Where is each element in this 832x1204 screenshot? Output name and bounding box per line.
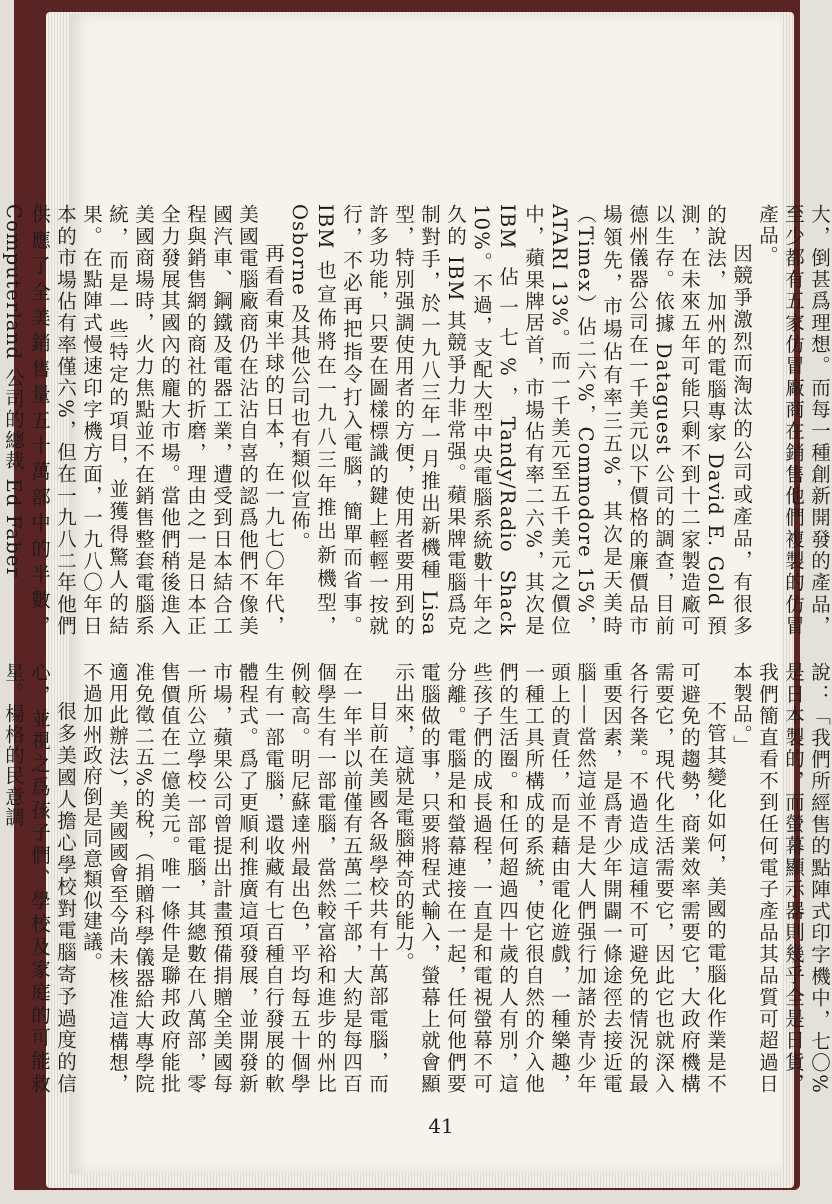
paragraph: 很多美國人擔心學校對電腦寄予過度的信心，並視之爲孩子們、學校及家庭的可能救星。楊格的民意調 xyxy=(2,662,77,1094)
paragraph: 目前在美國各級學校共有十萬部電腦，而在一年半以前僅有五萬二千部，大約是每四百個學生有一部電腦，當然較富裕和進步的州比例較高。明尼蘇達州最出色，平均每五十個學生有一部電腦，還收藏有七百種自行發展的軟體程式。爲了更順利推廣這項發展，並開發新市場，蘋果公司曾提出計畫預備捐贈全美國每一所公立學校一部電腦，其總數在八萬部，零售價值在二億美元。唯一條件是聯邦政府能批准免徵二五%的稅，（捐贈科學儀器給大專學院適用此辦法），美國國會至今尚未核准這構想，不過加州政府倒是同意類似建議。 xyxy=(80,662,389,1094)
upper-text-block xyxy=(2,204,832,636)
paragraph: 不管其變化如何，美國的電腦化作業是不可避免的趨勢，商業效率需要它，大政府機構需要它，現代化生活需要它，因此它也就深入各行各業。不過造成這種不可避免的情況的最重要因素，是爲青少年開闢一條途徑去接近電腦——當然這並不是大人們强行加諸於青少年頭上的責任，而是藉由電化遊戲，一種樂趣，一種工具所構成的系統，使它很自然的介入他們的生活圈。和任何超過四十歲的人有別，這些孩子們的成長過程，一直是和電視螢幕不可分離。電腦是和螢幕連接在一起，任何他們要電腦做的事，只要將程式輸入，螢幕上就會顯示出來，這就是電腦神奇的能力。 xyxy=(392,662,727,1094)
paragraph: 因競爭激烈而淘汰的公司或產品，有很多的說法，加州的電腦專家 David E. Gold 預測，在未來五年可能只剩不到十二家製造廠可以生存。依據 Dataguest 公司的調查，目前德州儀器公司在一千美元以下價格的廉價品市場領先，市場佔有率三五%，其次是天美時（Timex）佔二六%，Commodore 15%，ATARI 13%。而一千美元至五千美元之價位中，蘋果牌居首，市場佔有率二六%，其次是 IBM 佔一七%，Tandy/Radio Shack 10%。不過，支配大型中央電腦系統數十年之久的 IBM 其競爭力非常强。蘋果牌電腦爲克制對手，於一九八三年一月推出新機種 Lisa 型，特別强調使用者的方便，使用者要用到的許多功能，只要在圖樣標識的鍵上輕輕一按就行，不必再把指令打入電腦，簡單而省事。IBM 也宣佈將在一九八三年推出新機型，Osborne 及其他公司也有類似宣佈。 xyxy=(288,204,753,636)
book-page xyxy=(2,14,831,1174)
lower-text-block xyxy=(2,662,832,1094)
paragraph: 大，倒甚爲理想。而每一種創新開發的產品，至少都有五家仿冒廠商在銷售他們複製的仿冒產品。 xyxy=(756,204,831,636)
paragraph: 再看看東半球的日本，在一九七〇年代，美國電腦廠商仍在沾沾自喜的認爲他們不像美國汽車、鋼鐵及電器工業，遭受到日本結合工程與銷售網的商社的折磨，理由之一是日本正全力發展其國內的龐大市場。當他們稍後進入美國商場時，火力焦點並不在銷售整套電腦系統，而是一些特定的項目，並獲得驚人的結果。在點陣式慢速印字機方面，一九八〇年日本的市場佔有率僅六%，但在一九八二年他們供應了全美銷售量五十萬部中的半數，Computerland 公司的總裁 Ed Faber xyxy=(2,204,285,636)
paragraph: 說：「我們所經售的點陣式印字機中，七〇%是日本製的，而螢幕顯示器則幾乎全是日貨，我們簡直看不到任何電子產品其品質可超過日本製品。」 xyxy=(730,662,831,1094)
page-number: 41 xyxy=(428,1114,454,1138)
